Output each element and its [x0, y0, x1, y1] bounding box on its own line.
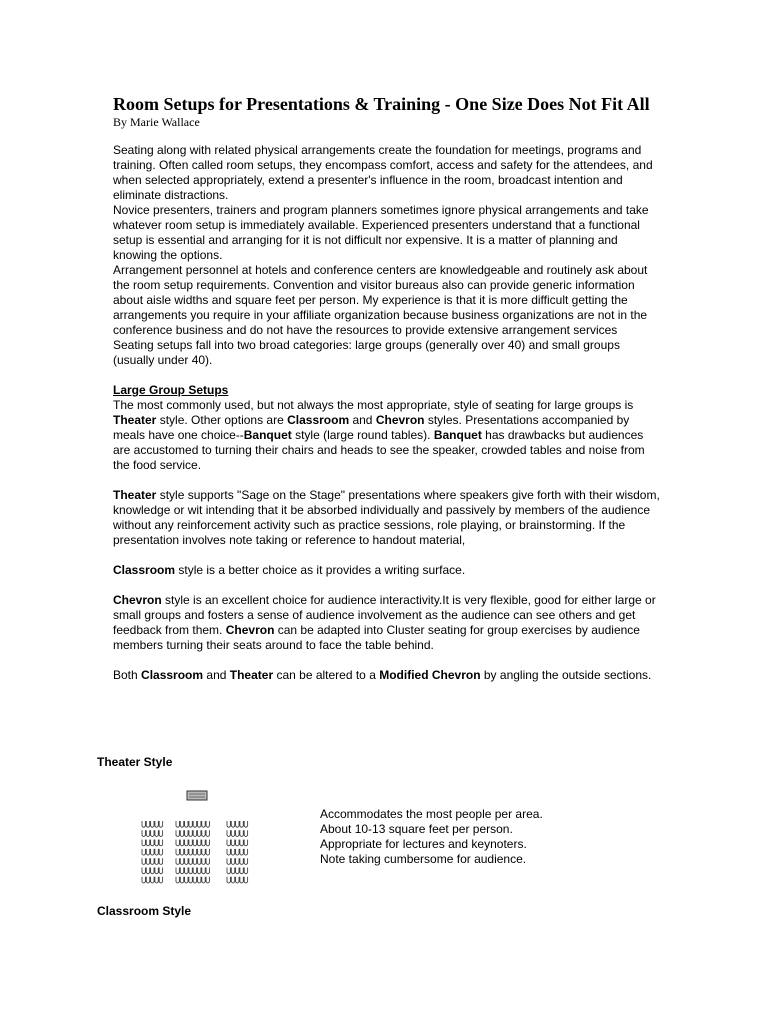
text-run: can be adapted into Cluster seating for group exercises by audience members turning their seats around to face the table behind.: [113, 623, 640, 652]
intro-paragraph-2: Novice presenters, trainers and program planners sometimes ignore physical arrangements and take whatever room setup is immediately available. Experienced presenters understand that a functional setup is essential and arranging for it is not difficult nor expensive. It is a matter of planning and knowing the options.: [113, 203, 649, 262]
bold-term: Classroom: [141, 668, 204, 682]
text-run: by angling the outside sections.: [480, 668, 652, 682]
intro-paragraph-1: Seating along with related physical arrangements create the foundation for meetings, programs and training. Often called room setups, they encompass comfort, access and safety for the attendees, and when selected appropriately, extend a presenter's influence in the room, broadcast intention and eliminate distractions.: [113, 143, 653, 202]
text-run: style (large round tables).: [291, 428, 434, 442]
seat-row-group: [176, 821, 210, 827]
intro-paragraph-3: Arrangement personnel at hotels and conference centers are knowledgeable and routinely ask about the room setup requirements. Convention and visitor bureaus also can provide generic information about aisle widths and square feet per person. My experience is that it is more difficult getting the arrangements you require in your affiliate organization because business organizations are not in the conference business and do not have the resources to provide extensive arrangement services: [113, 263, 648, 337]
text-run: style is an excellent choice for audience interactivity.It is very flexible, good for either large or small groups and fosters a sense of audience involvement as the audience can see others and get feedback from them.: [113, 593, 656, 637]
seat-row-group: [176, 868, 210, 874]
text-run: style supports "Sage on the Stage" presentations where speakers give forth with their wisdom, knowledge or wit intending that it be absorbed individually and passively by members of the audience without any reinforcement activity such as practice sessions, role playing, or brainstorming. If the presentation involves note taking or reference to handout material,: [113, 488, 660, 547]
seat-row-group: [227, 830, 248, 836]
text-run: style is a better choice as it provides a writing surface.: [175, 563, 466, 577]
bold-term: Theater: [113, 488, 157, 502]
modified-chevron-paragraph: [113, 668, 663, 683]
theater-note: Note taking cumbersome for audience.: [320, 852, 527, 866]
text-run: styles. Presentations accompanied by meals have one choice--: [113, 413, 630, 442]
text-run: and: [349, 413, 376, 427]
seat-row-group: [142, 858, 163, 864]
text-run: has drawbacks but audiences are accustomed to turning their chairs and heads to see the speaker, crowded tables and noise from the food service.: [113, 428, 645, 472]
intro-paragraph-4: Seating setups fall into two broad categories: large groups (generally over 40) and small groups (usually under 40).: [113, 338, 620, 367]
theater-style-heading: Theater Style: [97, 755, 173, 769]
seat-row-group: [142, 830, 163, 836]
document-title: Room Setups for Presentations & Training - One Size Does Not Fit All: [113, 94, 650, 114]
large-group-heading: Large Group Setups: [113, 383, 229, 397]
bold-term: Chevron: [113, 593, 162, 607]
bold-term: Classroom: [287, 413, 350, 427]
text-run: and: [203, 668, 230, 682]
theater-note: Accommodates the most people per area.: [320, 807, 543, 821]
seat-row-group: [142, 877, 163, 883]
author-byline: By Marie Wallace: [113, 115, 200, 129]
seat-row-group: [176, 830, 210, 836]
text-run: The most commonly used, but not always the most appropriate, style of seating for large groups is: [113, 398, 634, 412]
seat-row-group: [227, 877, 248, 883]
text-run: Both: [113, 668, 142, 682]
podium-icon: [187, 791, 207, 800]
bold-term: Chevron: [225, 623, 275, 637]
seat-row-group: [176, 877, 210, 883]
article-body: [113, 143, 663, 683]
classroom-paragraph: [113, 563, 663, 578]
chevron-paragraph: [113, 593, 663, 653]
seat-row-group: [227, 868, 248, 874]
theater-note: About 10-13 square feet per person.: [320, 822, 513, 836]
seat-row-group: [227, 858, 248, 864]
seat-row-group: [142, 821, 163, 827]
theater-paragraph: [113, 488, 663, 548]
theater-note: Appropriate for lectures and keynoters.: [320, 837, 527, 851]
seat-row-group: [227, 821, 248, 827]
seat-row-group: [142, 868, 163, 874]
bold-term: Theater: [229, 668, 274, 682]
text-run: can be altered to a: [273, 668, 380, 682]
seat-row-group: [142, 840, 163, 846]
seat-rows: [142, 821, 248, 883]
seat-row-group: [142, 849, 163, 855]
bold-term: Banquet: [433, 428, 482, 442]
seat-row-group: [176, 849, 210, 855]
bold-term: Banquet: [243, 428, 292, 442]
seat-row-group: [227, 849, 248, 855]
bold-term: Theater: [113, 413, 157, 427]
bold-term: Classroom: [113, 563, 176, 577]
seat-row-group: [176, 840, 210, 846]
theater-seating-diagram: [140, 788, 260, 888]
seat-row-group: [176, 858, 210, 864]
bold-term: Chevron: [375, 413, 425, 427]
classroom-style-heading: Classroom Style: [97, 904, 192, 918]
text-run: style. Other options are: [156, 413, 288, 427]
theater-notes: [320, 807, 543, 867]
bold-term: Modified Chevron: [379, 668, 481, 682]
seat-row-group: [227, 840, 248, 846]
large-group-section: [113, 383, 663, 473]
